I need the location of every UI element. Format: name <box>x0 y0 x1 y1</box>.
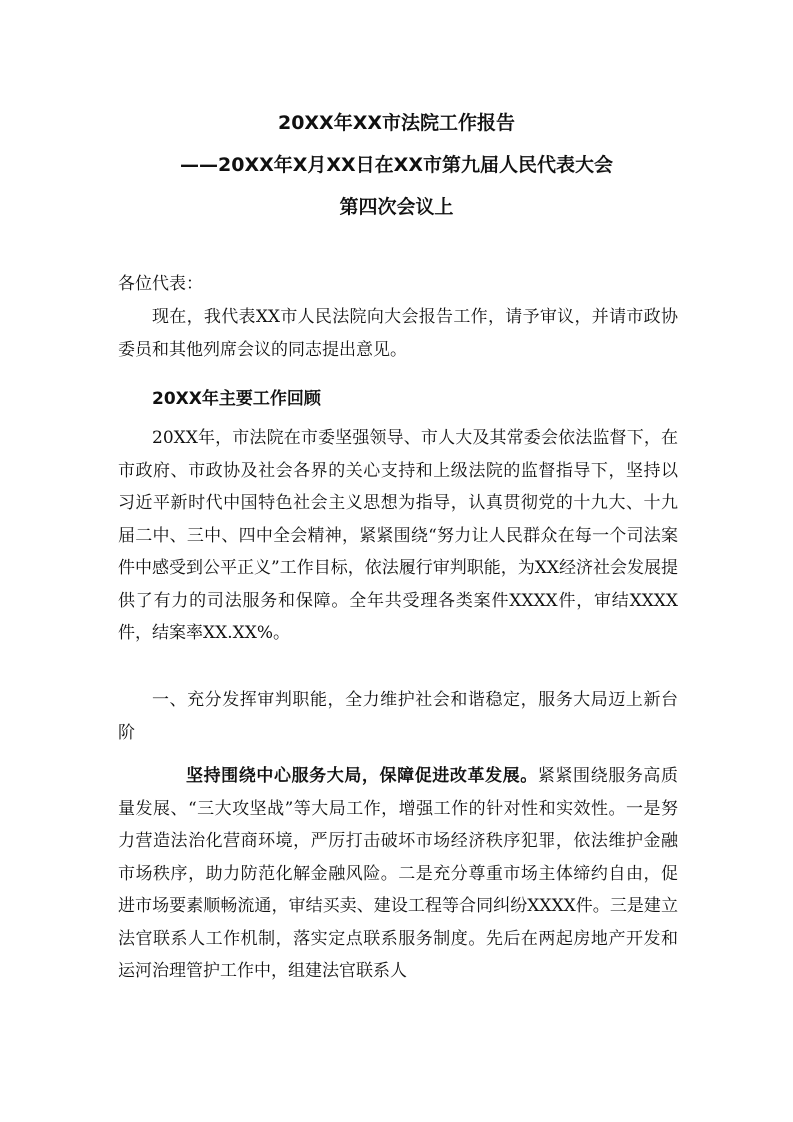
title-line-3: 第四次会议上 <box>339 196 454 218</box>
salutation: 各位代表： <box>118 274 203 294</box>
section1-body: 紧紧围绕服务高质量发展、“三大攻坚战”等大局工作，增强工作的针对性和实效性。一是努力营造法治化营商环境，严厉打击破坏市场经济秩序犯罪，依法维护金融市场秩序，助力防范化解金融风险。二是充分尊重市场主体缔约自由，促进市场要素顺畅流通，审结买卖、建设工程等合同纠纷XXXX件。三是建立法官联系人工作机制，落实定点联系服务制度。先后在两起房地产开发和运河治理管护工作中，组建法官联系人 <box>118 766 679 981</box>
section1-heading-block <box>118 684 678 749</box>
section1-block <box>118 760 678 988</box>
intro-block <box>118 301 678 366</box>
section1-heading: 一、充分发挥审判职能，全力维护社会和谐稳定，服务大局迈上新台阶 <box>118 690 678 743</box>
intro-paragraph: 现在，我代表XX市人民法院向大会报告工作，请予审议，并请市政协委员和其他列席会议的同志提出意见。 <box>118 307 678 360</box>
review-paragraph: 20XX年，市法院在市委坚强领导、市人大及其常委会依法监督下，在市政府、市政协及社会各界的关心支持和上级法院的监督指导下，坚持以习近平新时代中国特色社会主义思想为指导，认真贯彻党的十九大、十九届二中、三中、四中全会精神，紧紧围绕“努力让人民群众在每一个司法案件中感受到公平正义”工作目标，依法履行审判职能，为XX经济社会发展提供了有力的司法服务和保障。全年共受理各类案件XXXX件，审结XXXX件，结案率XX.XX%。 <box>118 428 678 643</box>
review-block <box>118 422 678 650</box>
review-heading-block <box>118 383 678 416</box>
report-title <box>0 102 793 228</box>
section1-paragraph <box>118 760 678 988</box>
title-line-1: 20XX年XX市法院工作报告 <box>277 112 516 134</box>
title-line-2: ——20XX年X月XX日在XX市第九届人民代表大会 <box>180 154 613 176</box>
section1-lead: 坚持围绕中心服务大局，保障促进改革发展。 <box>186 766 538 786</box>
review-heading: 20XX年主要工作回顾 <box>152 389 321 409</box>
